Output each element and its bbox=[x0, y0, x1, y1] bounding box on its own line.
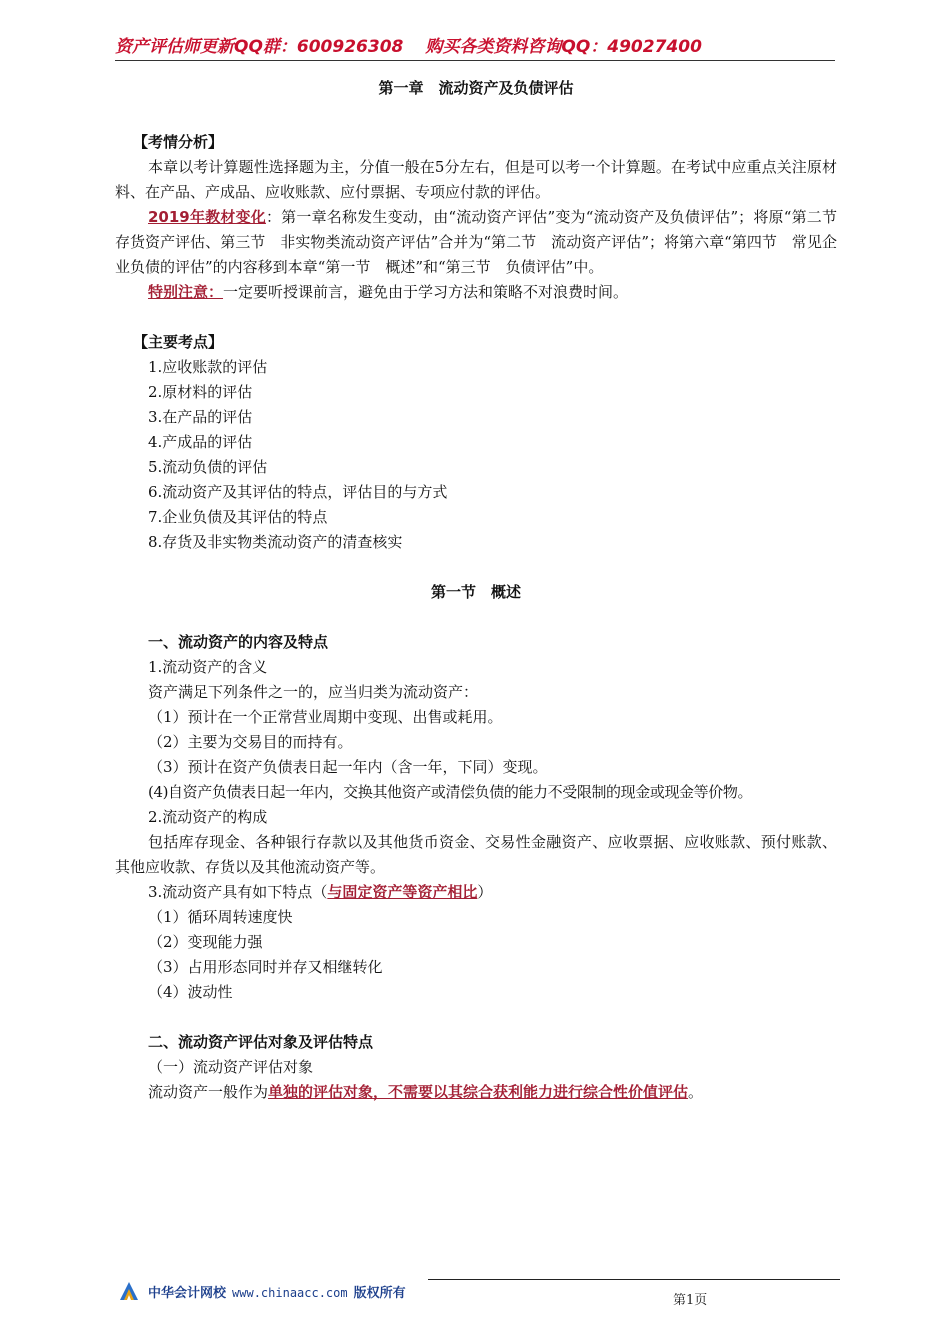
textbook-change-paragraph bbox=[115, 205, 837, 280]
footer-rights: 版权所有 bbox=[353, 1286, 406, 1301]
chapter-title: 第一章 流动资产及负债评估 bbox=[378, 79, 574, 97]
notice-paragraph bbox=[115, 280, 837, 305]
condition-item: （3）预计在资产负债表日起一年内（含一年，下同）变现。 bbox=[148, 758, 548, 776]
notice-text: 一定要听授课前言，避免由于学习方法和策略不对浪费时间。 bbox=[223, 283, 629, 301]
section-title: 第一节 概述 bbox=[430, 583, 521, 601]
key-points-heading: 【主要考点】 bbox=[133, 333, 224, 351]
feature-item: （3）占用形态同时并存又相继转化 bbox=[148, 958, 383, 976]
header-banner bbox=[115, 32, 835, 61]
feature-item: （2）变现能力强 bbox=[148, 933, 263, 951]
key-point-item: 4.产成品的评估 bbox=[148, 433, 253, 451]
footer-brand-line bbox=[148, 1282, 406, 1301]
notice-label: 特别注意： bbox=[148, 283, 224, 301]
key-point-item: 6.流动资产及其评估的特点，评估目的与方式 bbox=[148, 483, 448, 501]
key-point-item: 5.流动负债的评估 bbox=[148, 458, 268, 476]
footer-rule bbox=[428, 1279, 840, 1280]
page-number: 第1页 bbox=[673, 1293, 708, 1308]
key-point-item: 1.应收账款的评估 bbox=[148, 358, 268, 376]
condition-item-4: (4)自资产负债表日起一年内，交换其他资产或清偿负债的能力不受限制的现金或现金等价物。 bbox=[148, 783, 753, 801]
main-content bbox=[115, 76, 837, 1105]
sub3-suffix: ） bbox=[477, 883, 493, 901]
part2-text-prefix: 流动资产一般作为 bbox=[148, 1083, 269, 1101]
page-footer bbox=[118, 1276, 838, 1316]
analysis-paragraph: 本章以考计算题性选择题为主，分值一般在5分左右，但是可以考一个计算题。在考试中应重点关注原材料、在产品、产成品、应收账款、应付票据、专项应付款的评估。 bbox=[115, 158, 837, 201]
part1-intro: 资产满足下列条件之一的，应当归类为流动资产： bbox=[148, 683, 479, 701]
key-point-item: 7.企业负债及其评估的特点 bbox=[148, 508, 328, 526]
feature-item: （1）循环周转速度快 bbox=[148, 908, 293, 926]
part1-sub3 bbox=[115, 880, 837, 905]
feature-item: （4）波动性 bbox=[148, 983, 233, 1001]
condition-item: （1）预计在一个正常营业周期中变现、出售或耗用。 bbox=[148, 708, 503, 726]
header-qq-group: 资产评估师更新QQ群：600926308 bbox=[115, 37, 404, 57]
sub3-highlight: 与固定资产等资产相比 bbox=[327, 883, 478, 901]
part2-text-suffix: 。 bbox=[688, 1083, 704, 1101]
part2-sub1: （一）流动资产评估对象 bbox=[148, 1058, 314, 1076]
part1-heading: 一、流动资产的内容及特点 bbox=[148, 633, 329, 651]
header-contact-qq: 购买各类资料咨询QQ：49027400 bbox=[425, 37, 702, 57]
footer-url: www.chinaacc.com bbox=[232, 1286, 348, 1300]
analysis-heading: 【考情分析】 bbox=[133, 133, 224, 151]
part1-sub1: 1.流动资产的含义 bbox=[148, 658, 268, 676]
part2-text bbox=[115, 1080, 837, 1105]
part1-sub2: 2.流动资产的构成 bbox=[148, 808, 268, 826]
sub3-prefix: 3.流动资产具有如下特点（ bbox=[148, 883, 328, 901]
textbook-change-text: ：第一章名称发生变动，由“流动资产评估”变为“流动资产及负债评估”；将原“第二节存货资产评估、第三节 非实物类流动资产评估”合并为“第二节 流动资产评估”；将第六章“第四节 常见企业负债的评估”的内容移到本章“第一节 概述”和“第三节 负债评估”中。 bbox=[115, 208, 837, 276]
key-point-item: 2.原材料的评估 bbox=[148, 383, 253, 401]
chinaacc-logo-icon bbox=[118, 1280, 140, 1302]
part2-text-highlight: 单独的评估对象，不需要以其综合获利能力进行综合性价值评估 bbox=[268, 1083, 689, 1101]
key-point-item: 3.在产品的评估 bbox=[148, 408, 253, 426]
key-point-item: 8.存货及非实物类流动资产的清查核实 bbox=[148, 533, 403, 551]
part2-heading: 二、流动资产评估对象及评估特点 bbox=[148, 1033, 374, 1051]
condition-item: （2）主要为交易目的而持有。 bbox=[148, 733, 353, 751]
composition-paragraph: 包括库存现金、各种银行存款以及其他货币资金、交易性金融资产、应收票据、应收账款、预付账款、其他应收款、存货以及其他流动资产等。 bbox=[115, 833, 837, 876]
textbook-change-label: 2019年教材变化 bbox=[148, 208, 266, 226]
footer-brand: 中华会计网校 bbox=[148, 1286, 227, 1301]
